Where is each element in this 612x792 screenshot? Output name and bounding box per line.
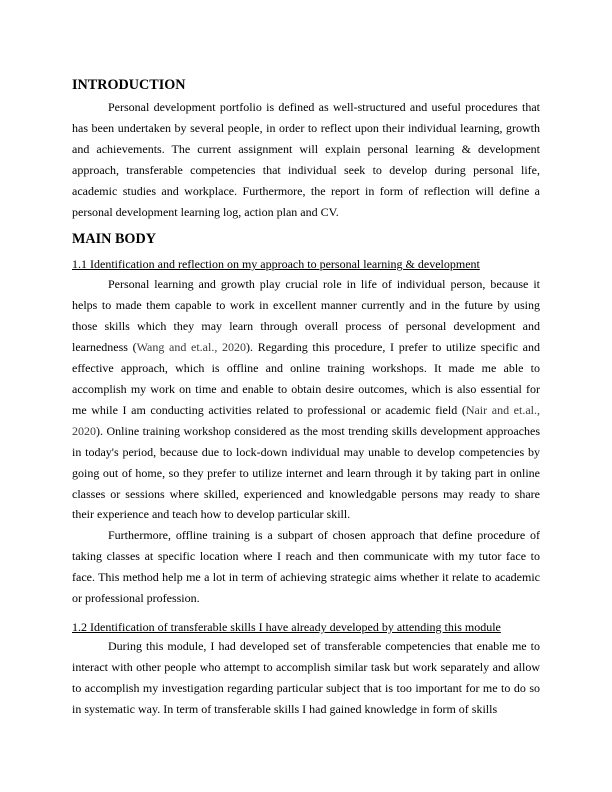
citation-nair: Nair and et.al., 2020 [72,402,540,438]
section-1-2-title: 1.2 Identification of transferable skills I have already developed by attending this module [72,619,501,634]
document-page [72,76,540,720]
paragraph-text: ). Online training workshop considered as the most trending skills development approaches in today's period, because due to lock-down individual may unable to develop competencies by going out of home, so they prefer to utilize internet and learn through it by taking part in online classes or sessions where skilled, experienced and knowledgable persons may ready to share their experience and teach how to develop particular skill. [72,423,540,522]
section-1-2-paragraph-1: During this module, I had developed set of transferable competencies that enable me to interact with other people who attempt to accomplish similar task but work separately and allow to accomplish my investigation regarding particular subject that is too important for me to do so in systematic way. In term of transferable skills I had gained knowledge in form of skills [72,638,540,716]
introduction-paragraph: Personal development portfolio is defined as well-structured and useful procedures that has been undertaken by several people, in order to reflect upon their individual learning, growth and achievements. The current assignment will explain personal learning & development approach, transferable competencies that individual seek to develop during personal life, academic studies and workplace. Furthermore, the report in form of reflection will define a personal development learning log, action plan and CV. [72,100,540,219]
section-1-1-paragraph-2: Furthermore, offline training is a subpart of chosen approach that define procedure of taking classes at specific location where I reach and then communicate with my tutor face to face. This method help me a lot in term of achieving strategic aims whether it relate to academic or professional profession. [72,528,540,606]
introduction-heading: INTRODUCTION [72,77,186,93]
section-1-1-title: 1.1 Identification and reflection on my approach to personal learning & development [72,257,480,272]
citation-wang: Wang and et.al., 2020 [136,340,247,355]
main-body-heading: MAIN BODY [72,231,156,248]
paragraph-text: Personal learning and growth play crucial role in life of individual person, because it helps to made them capable to work in excellent manner currently and in the future by using those skills which they may learn through overall process of personal development and learnedness ( [72,277,540,355]
paragraph-text: ). Regarding this procedure, I prefer to utilize specific and effective approach, which is offline and online training workshops. It made me able to accomplish my work on time and enable to obtain desire outcomes, which is also essential for me while I am conducting activities related to professional or academic field ( [72,340,540,417]
section-1-1-paragraph-1 [72,274,540,525]
